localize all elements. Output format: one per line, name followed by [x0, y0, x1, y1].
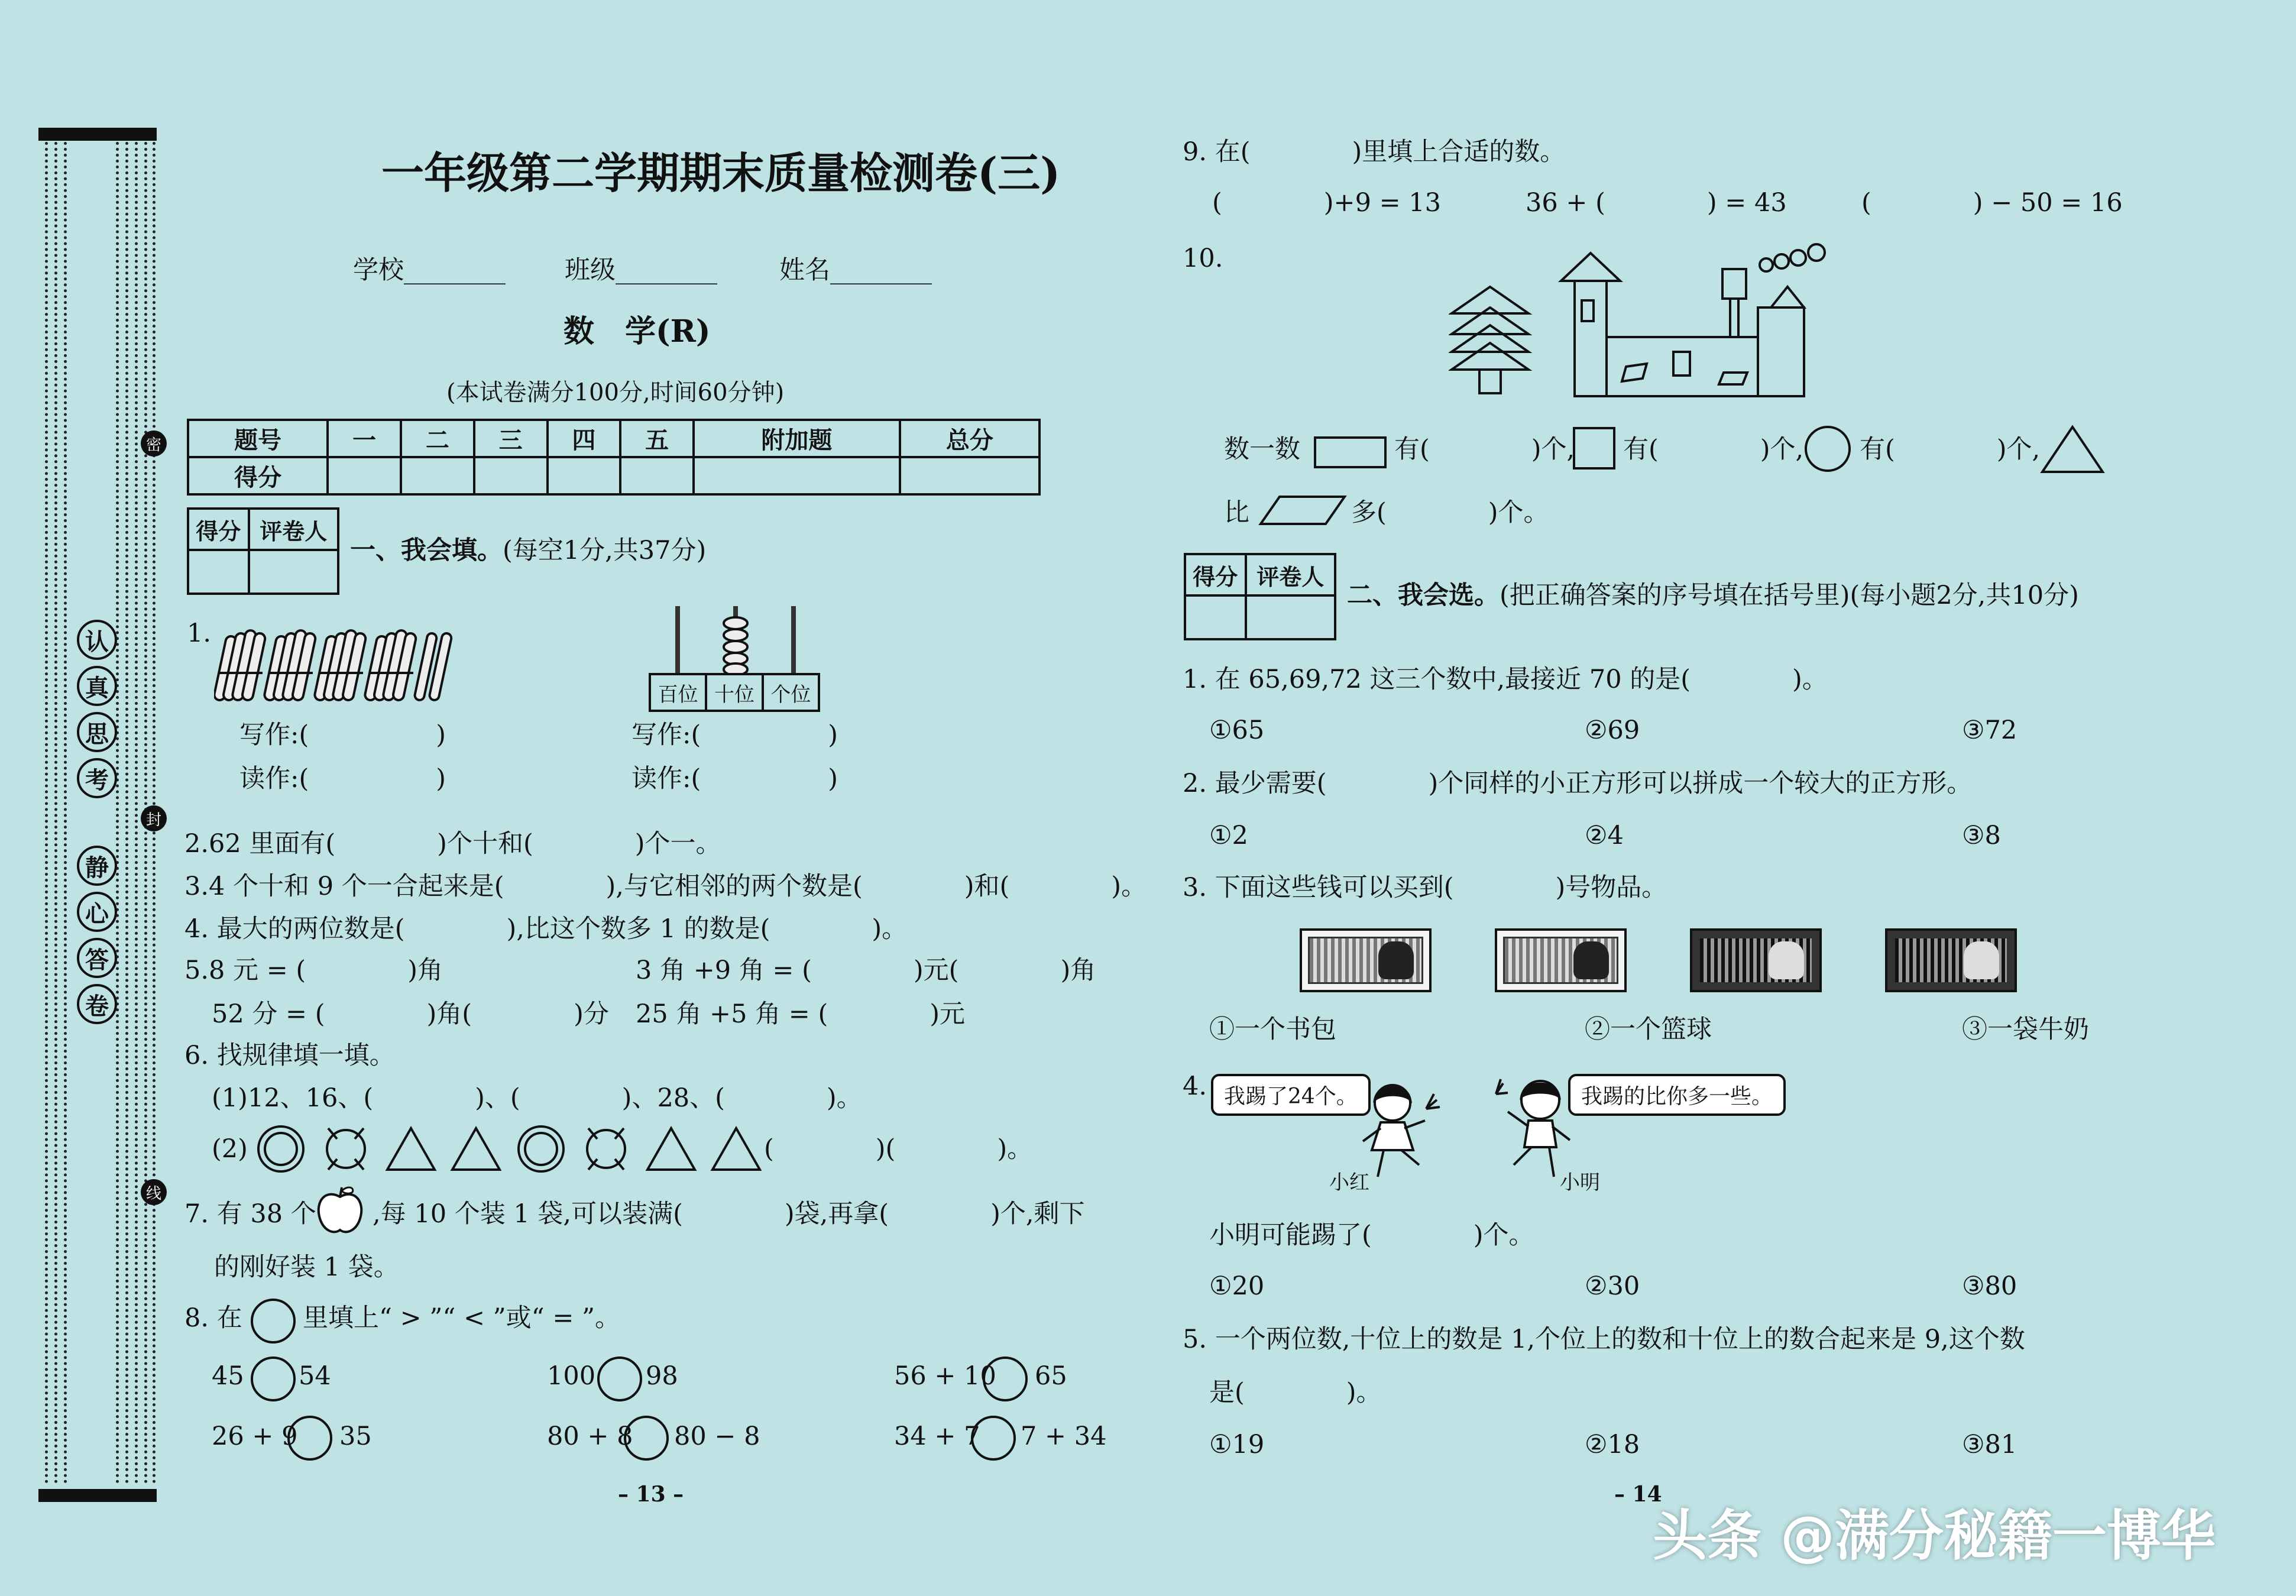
kid-label-xiaoming: 小明	[1560, 1171, 1600, 1194]
page-number-right: – 14	[1614, 1482, 1662, 1507]
q10-compare-lead: 比	[1224, 498, 1249, 527]
score-row-label: 得分	[188, 457, 328, 494]
q8-text-b: 里填上“ > ”“ < ”或“ = ”。	[303, 1303, 620, 1333]
s2-q4-option[interactable]: ③80	[1962, 1271, 2017, 1301]
score-header: 二	[401, 420, 474, 457]
s2-q3-text: 3. 下面这些钱可以买到( )号物品。	[1183, 873, 1667, 902]
q3-text: 3.4 个十和 9 个一合起来是( ),与它相邻的两个数是( )和( )。	[184, 872, 1147, 901]
q7-text-c: 的刚好装 1 袋。	[214, 1252, 399, 1282]
score-cell[interactable]	[900, 457, 1039, 494]
grader-table-2	[1184, 553, 1336, 640]
abacus-place-table	[649, 673, 820, 712]
speech-bubble-xiaohong: 我踢了24个。	[1211, 1074, 1371, 1116]
q1-write-right[interactable]: 写作:( )	[632, 720, 838, 750]
q6-2-tail: ( )( )。	[764, 1134, 1033, 1164]
q9-item-1: ( )+9 = 13	[1212, 188, 1442, 218]
q10-count-lead: 数一数	[1224, 435, 1300, 464]
q8-right: 54	[299, 1361, 331, 1391]
grader-score-label: 得分	[1185, 554, 1246, 595]
section1-note: (每空1分,共37分)	[503, 536, 707, 565]
q8-right: 65	[1035, 1361, 1067, 1391]
section1-heading	[350, 536, 706, 566]
q10-square-count: 有( )个,	[1623, 435, 1804, 464]
q6-2-label: (2)	[212, 1134, 248, 1164]
q8-right: 7 + 34	[1021, 1422, 1107, 1451]
q1-read-right[interactable]: 读作:( )	[632, 764, 838, 794]
speech-bubble-xiaoming: 我踢的比你多一些。	[1568, 1074, 1786, 1116]
banknote-image	[1300, 928, 1432, 992]
class-field[interactable]: 班级________	[565, 255, 717, 285]
s2-q4-ask: 小明可能踢了( )个。	[1209, 1221, 1534, 1250]
grader-name-label: 评卷人	[1246, 554, 1335, 595]
q10-circle-count: 有( )个,	[1860, 435, 2041, 464]
score-header: 一	[328, 420, 401, 457]
page-title: 一年级第二学期期末质量检测卷(三)	[381, 148, 1061, 198]
s2-q1-option[interactable]: ③72	[1962, 716, 2017, 745]
q9-title: 9. 在( )里填上合适的数。	[1183, 137, 1566, 167]
s2-q3-option[interactable]: ③一袋牛奶	[1962, 1015, 2089, 1044]
banknote-image	[1885, 928, 2017, 992]
stick-bundles-image	[214, 621, 474, 716]
triangle-shape-icon	[2040, 425, 2105, 474]
s2-q1-option[interactable]: ②69	[1585, 716, 1640, 745]
apple-icon	[313, 1184, 367, 1237]
score-cell[interactable]	[401, 457, 474, 494]
banknote-image	[1495, 928, 1627, 992]
s2-q4-number: 4.	[1183, 1071, 1207, 1101]
place-tens: 十位	[706, 674, 762, 711]
q8-text-a: 8. 在	[184, 1303, 242, 1333]
seal-mark-feng: 封	[141, 805, 167, 831]
s2-q4-option[interactable]: ②30	[1585, 1271, 1640, 1301]
s2-q4-option[interactable]: ①20	[1209, 1271, 1265, 1301]
q8-right: 98	[646, 1361, 678, 1391]
banknote-image	[1690, 928, 1822, 992]
s2-q2-option[interactable]: ①2	[1209, 821, 1248, 850]
q8-right: 80 − 8	[674, 1422, 760, 1451]
q7-text-a: 7. 有 38 个	[184, 1199, 316, 1229]
s2-q5-option[interactable]: ①19	[1209, 1430, 1265, 1459]
score-header: 四	[548, 420, 621, 457]
q8-answer-circle[interactable]	[624, 1416, 669, 1461]
binding-bottom-bar	[38, 1489, 157, 1502]
q8-left: 56 + 10	[894, 1361, 996, 1391]
grader-score-label: 得分	[188, 509, 249, 550]
grader-score-cell[interactable]	[1185, 595, 1246, 639]
grader-name-cell[interactable]	[1246, 595, 1335, 639]
q7-text-b: ,每 10 个装 1 袋,可以装满( )袋,再拿( )个,剩下	[373, 1199, 1085, 1229]
score-header: 附加题	[694, 420, 900, 457]
score-header: 五	[620, 420, 694, 457]
section2-note: (把正确答案的序号填在括号里)(每小题2分,共10分)	[1500, 581, 2079, 610]
q8-right: 35	[339, 1422, 372, 1451]
score-header: 题号	[188, 420, 328, 457]
q10-rect-count: 有( )个,	[1394, 435, 1575, 464]
q8-left: 80 + 8	[547, 1422, 633, 1451]
place-ones: 个位	[763, 674, 819, 711]
place-hundreds: 百位	[650, 674, 706, 711]
s2-q5-option[interactable]: ②18	[1585, 1430, 1640, 1459]
q5-text-b: 3 角 +9 角 = ( )元( )角	[636, 956, 1096, 985]
q5-text-c: 52 分 = ( )角( )分	[212, 999, 609, 1029]
s2-q2-text: 2. 最少需要( )个同样的小正方形可以拼成一个较大的正方形。	[1183, 769, 1973, 798]
s2-q1-option[interactable]: ①65	[1209, 716, 1265, 745]
s2-q3-option[interactable]: ①一个书包	[1209, 1015, 1336, 1044]
grader-name-cell[interactable]	[249, 550, 338, 594]
name-field[interactable]: 姓名________	[779, 255, 932, 285]
s2-q2-option[interactable]: ②4	[1585, 821, 1624, 850]
binding-top-bar	[38, 128, 157, 141]
q8-answer-circle[interactable]	[287, 1416, 332, 1461]
watermark-text: 头条 @满分秘籍一博华	[1653, 1504, 2216, 1568]
q1-number: 1.	[187, 619, 212, 648]
q6-1-text: (1)12、16、( )、( )、28、( )。	[212, 1083, 862, 1113]
s2-q5-text-a: 5. 一个两位数,十位上的数是 1,个位上的数和十位上的数合起来是 9,这个数	[1183, 1325, 2025, 1354]
q8-left: 100	[547, 1361, 596, 1391]
score-header: 总分	[900, 420, 1039, 457]
kid-label-xiaohong: 小红	[1329, 1171, 1369, 1194]
section1-title: 一、我会填。	[350, 536, 503, 565]
seal-mark-mi: 密	[141, 430, 167, 457]
q2-text: 2.62 里面有( )个十和( )个一。	[184, 829, 721, 859]
circle-shape-icon	[1805, 426, 1851, 472]
q6-text: 6. 找规律填一填。	[184, 1041, 395, 1070]
score-cell[interactable]	[548, 457, 621, 494]
q8-left: 45	[212, 1361, 244, 1391]
q4-text: 4. 最大的两位数是( ),比这个数多 1 的数是( )。	[184, 914, 908, 944]
q1-read-left[interactable]: 读作:( )	[239, 764, 446, 794]
q5-text-d: 25 角 +5 角 = ( )元	[636, 999, 966, 1029]
abacus-beads	[720, 615, 751, 675]
q8-answer-circle[interactable]	[597, 1357, 642, 1401]
girl-kicking-shuttlecock-image	[1348, 1076, 1443, 1183]
s2-q2-option[interactable]: ③8	[1962, 821, 2001, 850]
q1-write-left[interactable]: 写作:( )	[239, 720, 446, 750]
score-cell[interactable]	[620, 457, 694, 494]
s2-q1-text: 1. 在 65,69,72 这三个数中,最接近 70 的是( )。	[1183, 665, 1828, 694]
rectangle-shape-icon	[1314, 436, 1387, 468]
grader-name-label: 评卷人	[249, 509, 338, 550]
grader-table-1	[187, 507, 339, 595]
q6-shape-pattern	[254, 1122, 763, 1176]
section2-title: 二、我会选。	[1347, 581, 1500, 610]
score-cell[interactable]	[474, 457, 548, 494]
subject-title: 数 学(R)	[564, 313, 711, 349]
boy-kicking-shuttlecock-image	[1490, 1070, 1585, 1183]
score-cell[interactable]	[328, 457, 401, 494]
q10-number: 10.	[1183, 244, 1223, 273]
score-header: 三	[474, 420, 548, 457]
seal-mark-xian: 线	[141, 1179, 167, 1205]
s2-q5-text-b: 是( )。	[1209, 1378, 1382, 1407]
q8-answer-circle[interactable]	[983, 1357, 1028, 1401]
score-cell[interactable]	[694, 457, 900, 494]
school-field[interactable]: 学校________	[353, 255, 506, 285]
q10-compare-tail: 多( )个。	[1351, 498, 1549, 527]
parallelogram-shape-icon	[1258, 494, 1347, 526]
q10-shape-picture	[1449, 237, 1851, 402]
q8-left: 26 + 9	[212, 1422, 298, 1451]
q8-left: 34 + 7	[894, 1422, 980, 1451]
q9-item-3: ( ) − 50 = 16	[1861, 188, 2123, 218]
q5-text-a: 5.8 元 = ( )角	[184, 956, 443, 985]
square-shape-icon	[1573, 427, 1615, 470]
q8-answer-circle[interactable]	[251, 1357, 296, 1401]
q8-answer-circle[interactable]	[971, 1416, 1016, 1461]
exam-note: (本试卷满分100分,时间60分钟)	[446, 379, 785, 406]
q9-item-2: 36 + ( ) = 43	[1526, 188, 1787, 218]
s2-q5-option[interactable]: ③81	[1962, 1430, 2017, 1459]
score-table	[187, 419, 1041, 496]
section2-heading	[1347, 581, 2079, 611]
q8-sample-circle	[251, 1299, 296, 1344]
s2-q3-option[interactable]: ②一个篮球	[1585, 1015, 1712, 1044]
grader-score-cell[interactable]	[188, 550, 249, 594]
page-number-left: – 13 –	[618, 1482, 684, 1507]
